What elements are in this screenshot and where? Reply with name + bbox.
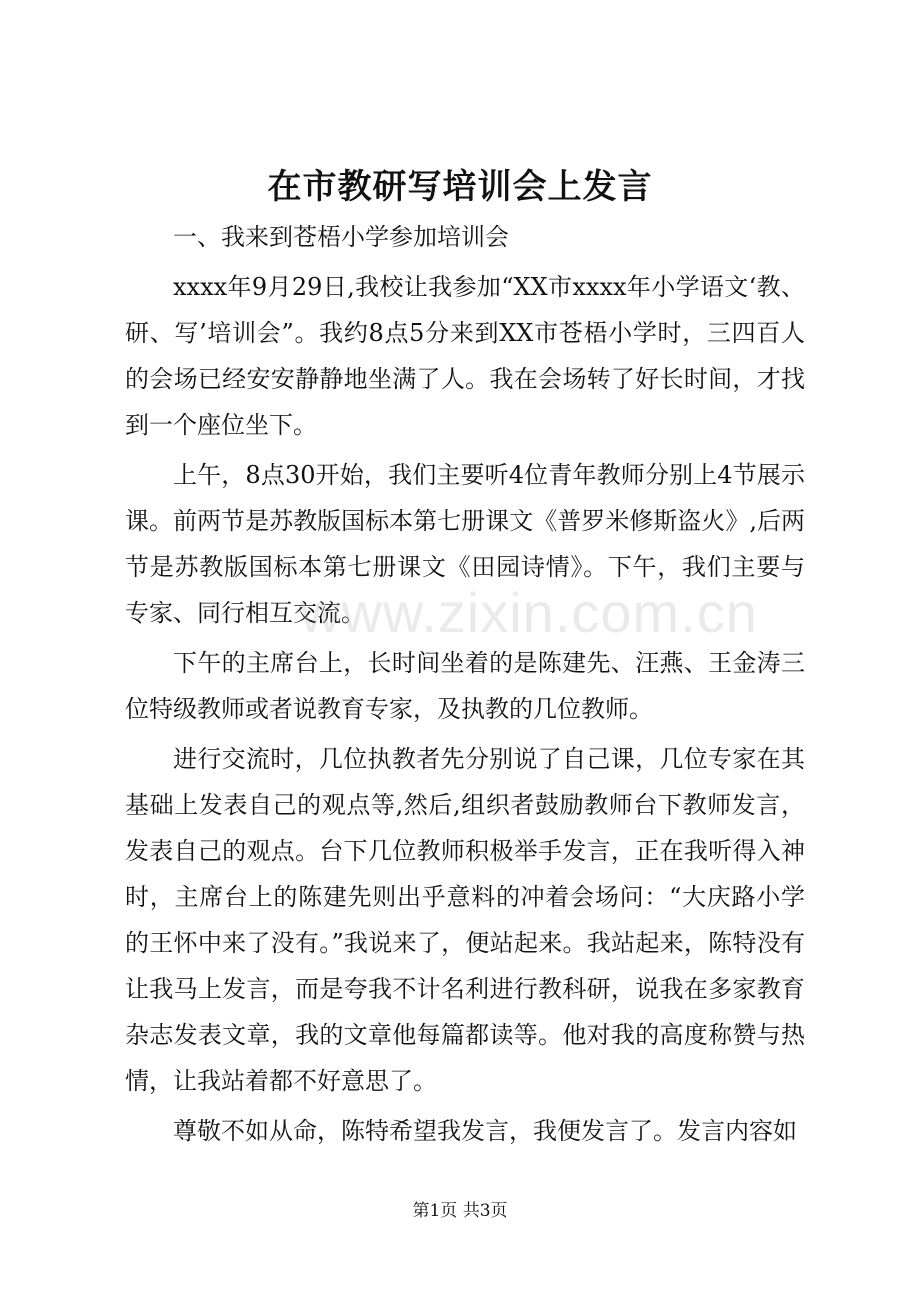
page-footer: 第1页 共3页 (412, 1201, 508, 1221)
paragraph-2: 上午，8点30开始，我们主要听4位青年教师分别上4节展示课。前两节是苏教版国标本第七册课文《普罗米修斯盗火》,后两节是苏教版国标本第七册课文《田园诗情》。下午，我们主要与专家、同行相互交流。 (125, 461, 805, 627)
section-heading: 一、我来到苍梧小学参加培训会 (173, 223, 509, 251)
document-title: 在市教研写培训会上发言 (267, 167, 653, 207)
paragraph-4: 进行交流时，几位执教者先分别说了自己课，几位专家在其基础上发表自己的观点等,然后,组织者鼓励教师台下教师发言，发表自己的观点。台下几位教师积极举手发言，正在我听得入神时，主席台上的陈建先则出乎意料的冲着会场问：“大庆路小学的王怀中来了没有。”我说来了，便站起来。我站起来，陈特没有让我马上发言，而是夸我不计名利进行教科研，说我在多家教育杂志发表文章，我的文章他每篇都读等。他对我的高度称赞与热情，让我站着都不好意思了。 (125, 745, 805, 1095)
watermark: www.zixin.com.cn (300, 581, 758, 644)
paragraph-3: 下午的主席台上，长时间坐着的是陈建先、汪燕、王金涛三位特级教师或者说教育专家，及执教的几位教师。 (125, 649, 805, 723)
document-body (125, 214, 805, 1154)
paragraph-5: 尊敬不如从命，陈特希望我发言，我便发言了。发言内容如 (173, 1117, 797, 1145)
paragraph-1: xxxx年9月29日,我校让我参加“XX市xxxx年小学语文‘教、研、写’培训会”。我约8点5分来到XX市苍梧小学时，三四百人的会场已经安安静静地坐满了人。我在会场转了好长时间，才找到一个座位坐下。 (125, 273, 805, 439)
